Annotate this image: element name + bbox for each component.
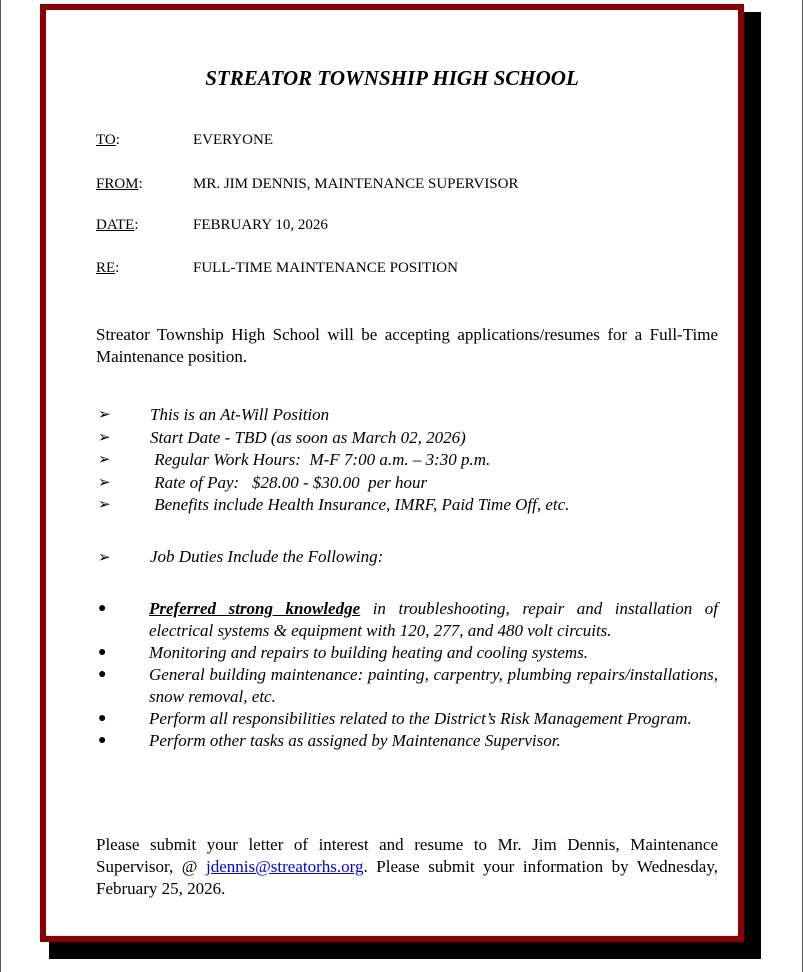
memo-to xyxy=(96,132,273,149)
school-title: STREATOR TOWNSHIP HIGH SCHOOL xyxy=(205,66,579,90)
dot-bullet-icon: ● xyxy=(98,711,107,726)
duty-general: General building maintenance: painting, carpentry, plumbing repairs/installations, snow removal, etc. xyxy=(149,665,718,706)
arrow-bullet-icon: ➢ xyxy=(98,407,111,423)
list-item xyxy=(96,494,716,517)
flyer-content xyxy=(46,10,738,936)
page-edge-left xyxy=(0,0,1,972)
job-duties-list xyxy=(96,598,718,752)
arrow-bullet-icon: ➢ xyxy=(98,550,111,566)
list-item xyxy=(96,642,718,664)
dot-bullet-icon: ● xyxy=(98,645,107,660)
dot-bullet-icon: ● xyxy=(98,601,107,616)
memo-re xyxy=(96,260,458,277)
dot-bullet-icon: ● xyxy=(98,733,107,748)
list-item xyxy=(96,449,716,472)
list-item xyxy=(96,472,716,495)
detail-work-hours: Regular Work Hours: M-F 7:00 a.m. – 3:30 p.m. xyxy=(150,450,491,469)
list-item xyxy=(96,598,718,642)
intro-paragraph: Streator Township High School will be accepting applications/resumes for a Full-Time Maintenance position. xyxy=(96,325,718,366)
dot-bullet-icon: ● xyxy=(98,667,107,682)
memo-date-value: FEBRUARY 10, 2026 xyxy=(193,217,328,233)
duty-other: Perform other tasks as assigned by Maintenance Supervisor. xyxy=(149,731,561,750)
flyer-border xyxy=(40,4,744,942)
position-details-list xyxy=(96,404,716,517)
memo-re-value: FULL-TIME MAINTENANCE POSITION xyxy=(193,260,458,276)
list-item xyxy=(96,708,718,730)
duties-heading-text: Job Duties Include the Following: xyxy=(150,547,384,566)
email-link[interactable]: jdennis@streatorhs.org xyxy=(206,857,364,876)
detail-rate-of-pay: Rate of Pay: $28.00 - $30.00 per hour xyxy=(150,472,428,492)
arrow-bullet-icon: ➢ xyxy=(98,474,111,491)
memo-date xyxy=(96,217,328,234)
duties-heading xyxy=(96,547,383,567)
closing-before-email: Please submit your letter of interest and resume to Mr. Jim Dennis, Maintenance Supervisor, @ xyxy=(96,835,718,876)
memo-to-colon: : xyxy=(115,132,120,148)
list-item xyxy=(96,427,716,450)
memo-re-colon: : xyxy=(115,260,120,276)
closing-paragraph xyxy=(96,834,718,900)
closing-after-email: . Please submit your information by Wednesday, February 25, 2026. xyxy=(96,857,718,898)
list-item xyxy=(96,404,716,427)
memo-from-colon: : xyxy=(138,176,143,192)
arrow-bullet-icon: ➢ xyxy=(98,497,111,513)
memo-to-label: TO xyxy=(96,132,116,148)
detail-start-date: Start Date - TBD (as soon as March 02, 2026) xyxy=(150,427,466,447)
memo-re-label: RE xyxy=(96,260,116,276)
duty-hvac: Monitoring and repairs to building heating and cooling systems. xyxy=(149,643,588,662)
memo-from-label: FROM xyxy=(96,176,139,192)
detail-benefits: Benefits include Health Insurance, IMRF, Paid Time Off, etc. xyxy=(150,495,570,514)
memo-from-value: MR. JIM DENNIS, MAINTENANCE SUPERVISOR xyxy=(193,176,519,192)
memo-date-colon: : xyxy=(134,217,139,233)
list-item xyxy=(96,664,718,708)
memo-date-label: DATE xyxy=(96,217,135,233)
memo-from xyxy=(96,176,519,193)
arrow-bullet-icon: ➢ xyxy=(98,429,111,446)
detail-at-will: This is an At-Will Position xyxy=(150,405,330,424)
arrow-bullet-icon: ➢ xyxy=(98,452,111,468)
duty-emphasis: Preferred strong knowledge xyxy=(149,599,361,618)
list-item xyxy=(96,730,718,752)
duty-electrical: in troubleshooting, repair and installation of electrical systems & equipment with 120, 277, and 480 volt circuits. xyxy=(149,599,719,640)
memo-to-value: EVERYONE xyxy=(193,132,273,148)
duty-risk-management: Perform all responsibilities related to the District’s Risk Management Program. xyxy=(149,709,692,728)
